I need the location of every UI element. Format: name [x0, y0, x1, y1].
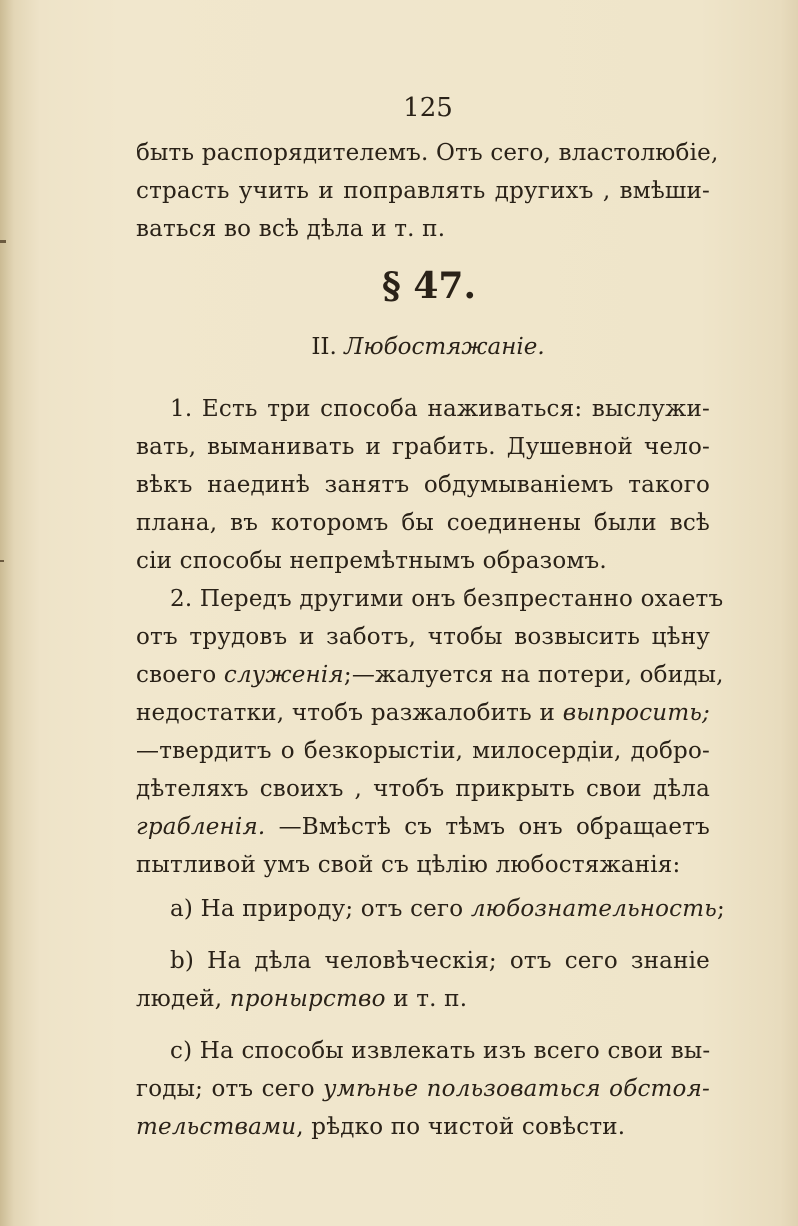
text-line: [136, 656, 724, 694]
text-line: [136, 980, 710, 1018]
text-line: b) На дѣла человѣческія; отъ сего знаніе: [170, 948, 710, 974]
text-line: [136, 1108, 710, 1146]
text-line: сіи способы непремѣтнымъ образомъ.: [136, 548, 607, 574]
text-line: плана, въ которомъ бы соединены были всѣ: [136, 510, 710, 536]
text-span: людей,: [136, 986, 230, 1012]
section-numeral: II.: [311, 334, 337, 360]
text-span: своего: [136, 662, 224, 688]
item-c: [136, 1032, 710, 1146]
intro-paragraph: [136, 134, 719, 248]
text-line: отъ трудовъ и заботъ, чтобы возвысить цѣну: [136, 624, 710, 650]
text-span: ;: [717, 896, 725, 922]
section-heading: § 47.: [382, 265, 476, 307]
gutter-mark: [0, 240, 6, 243]
italic-term: любознательность: [470, 896, 717, 922]
italic-term: умѣнье пользоваться обстоя-: [323, 1076, 710, 1102]
text-block: [136, 88, 725, 1146]
text-line: пытливой умъ свой съ цѣлію любостяжанія:: [136, 852, 681, 878]
text-line: ваться во всѣ дѣла и т. п.: [136, 216, 446, 242]
text-line: [136, 890, 725, 928]
italic-term: выпросить;: [562, 700, 710, 726]
text-line: [136, 1070, 710, 1108]
text-line: вать, выманивать и грабить. Душевной чело-: [136, 434, 710, 460]
text-line: дѣтеляхъ своихъ , чтобъ прикрыть свои дѣла: [136, 776, 710, 802]
text-span: , рѣдко по чистой совѣсти.: [296, 1114, 626, 1140]
section-subtitle: [146, 328, 710, 390]
italic-term: грабленія.: [136, 814, 266, 840]
item-b: [136, 942, 710, 1018]
paragraph-1: [136, 390, 710, 580]
text-span: недостатки, чтобъ разжалобить и: [136, 700, 563, 726]
page-number: 125: [403, 93, 453, 123]
text-line: вѣкъ наединѣ занятъ обдумываніемъ такого: [136, 472, 710, 498]
text-line: [136, 808, 710, 846]
italic-term: служенія: [223, 662, 344, 688]
text-line: [136, 694, 710, 732]
text-line: 2. Передъ другими онъ безпрестанно охаетъ: [170, 586, 724, 612]
text-span: a) На природу; отъ сего: [170, 896, 471, 922]
text-line: c) На способы извлекать изъ всего свои вы-: [170, 1038, 711, 1064]
text-span: —Вмѣстѣ съ тѣмъ онъ обращаетъ: [265, 814, 710, 840]
item-a: [136, 890, 725, 928]
italic-term: тельствами: [136, 1114, 297, 1140]
paragraph-2: [136, 580, 724, 884]
text-line: —твердитъ о безкорыстіи, милосердіи, добро-: [136, 738, 710, 764]
text-line: страсть учить и поправлять другихъ , вмѣши-: [136, 178, 710, 204]
text-line: быть распорядителемъ. Отъ сего, властолюбіе,: [136, 140, 719, 166]
text-line: 1. Есть три способа наживаться: выслужи-: [170, 396, 710, 422]
italic-term: пронырство: [229, 986, 386, 1012]
text-span: годы; отъ сего: [136, 1076, 324, 1102]
gutter-mark: [0, 560, 4, 562]
section-title: Любостяжаніе.: [344, 334, 545, 360]
text-span: ;—жалуется на потери, обиды,: [343, 662, 724, 688]
text-span: и т. п.: [385, 986, 468, 1012]
